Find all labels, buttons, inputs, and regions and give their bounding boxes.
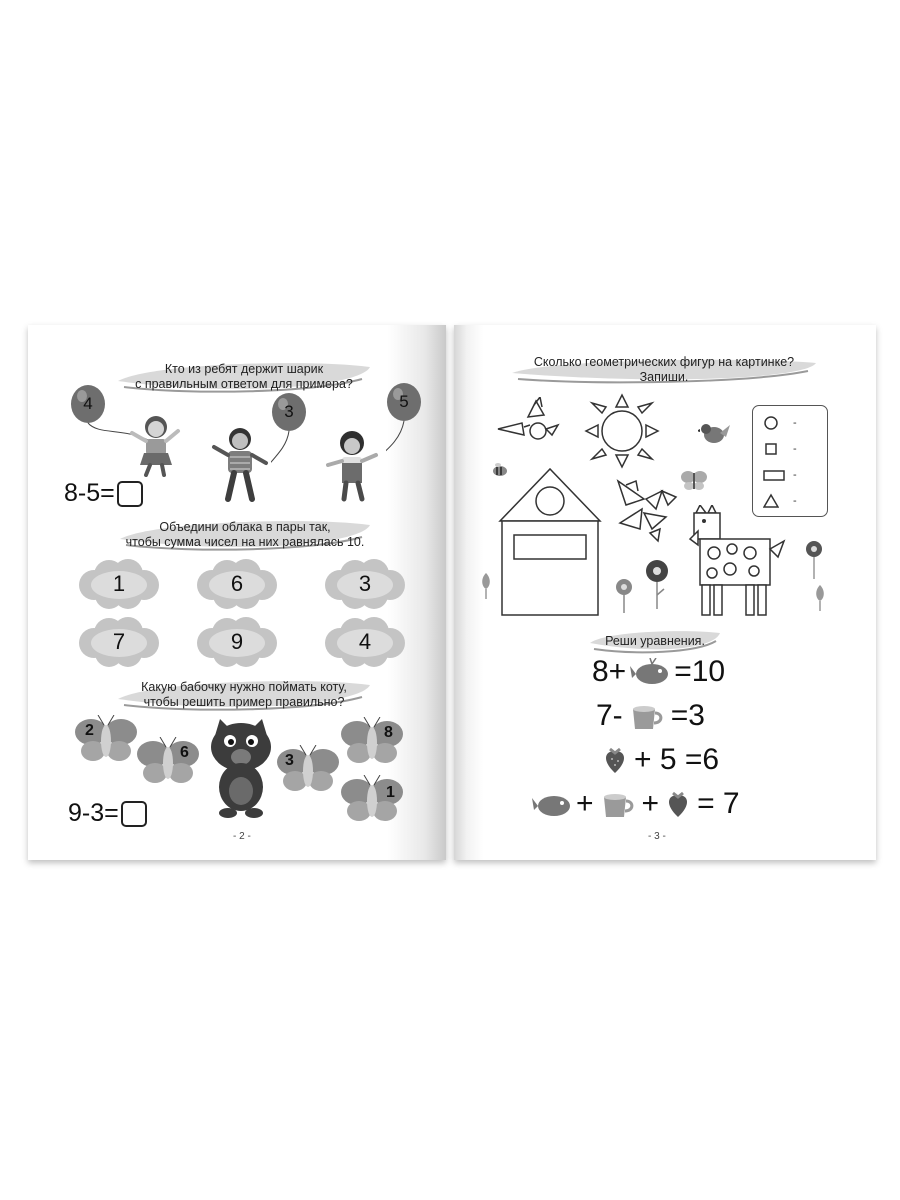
task-banner-equations [586, 627, 724, 655]
task-text-line: с правильным ответом для примера? [135, 377, 353, 391]
horse-drawing [688, 505, 788, 617]
circle-icon [763, 415, 779, 431]
butterfly-icon [74, 715, 138, 765]
equation-part: + [641, 787, 660, 820]
task-text-line: чтобы решить пример правильно? [143, 695, 345, 709]
left-page [28, 325, 446, 860]
equation-text: 9-3= [68, 799, 119, 827]
butterfly-3[interactable] [276, 745, 340, 795]
cloud-3[interactable] [322, 557, 408, 611]
legend-row-circle[interactable] [763, 414, 823, 432]
answer-box[interactable] [121, 801, 147, 827]
task-text-line: Реши уравнения. [605, 633, 705, 648]
legend-dash: - [793, 469, 797, 481]
page-number: - 2 - [233, 831, 251, 842]
equation-part: =3 [670, 699, 705, 732]
equation-part: 8+ [592, 655, 627, 688]
cloud-number: 7 [112, 629, 126, 654]
butterfly-number: 6 [180, 744, 189, 761]
task-text-line: Кто из ребят держит шарик [164, 362, 324, 376]
cup-icon [627, 701, 667, 731]
legend-dash: - [793, 417, 797, 429]
equation-row-1 [592, 655, 725, 689]
cloud-number: 1 [112, 571, 126, 596]
legend-row-rectangle[interactable] [763, 466, 823, 484]
girl-illustration [126, 413, 186, 477]
legend-dash: - [793, 443, 797, 455]
butterfly-number: 3 [285, 752, 294, 769]
task-banner-clouds [114, 515, 376, 555]
cloud-1[interactable] [76, 557, 162, 611]
bow-drawing [616, 479, 680, 545]
balloon-number: 5 [399, 392, 409, 411]
flower-icon [642, 559, 672, 609]
butterfly-number: 2 [85, 722, 94, 739]
leaf-icon [476, 569, 496, 599]
equation-9-3 [68, 799, 147, 828]
strawberry-icon [600, 745, 630, 775]
task-text-line: Объедини облака в пары так, [159, 520, 331, 534]
butterfly-2[interactable] [74, 715, 138, 765]
answer-box[interactable] [117, 481, 143, 507]
girl-illustration [322, 429, 386, 505]
sun-drawing [584, 393, 660, 469]
book-spread [28, 325, 876, 860]
cloud-number: 6 [230, 571, 244, 596]
task-text-line: Какую бабочку нужно поймать коту, [141, 680, 347, 694]
butterfly-number: 1 [386, 784, 395, 801]
butterfly-icon [680, 469, 708, 493]
whale-icon [630, 658, 670, 686]
flower-icon [802, 539, 826, 579]
task-text-line: Сколько геометрических фигур на картинке? Запиши. [533, 355, 795, 384]
balloon-number: 3 [284, 402, 294, 421]
house-drawing [498, 467, 602, 617]
cloud-6[interactable] [194, 557, 280, 611]
leaf-icon [810, 581, 830, 611]
bird-icon [698, 421, 732, 447]
task-banner-shapes [508, 355, 820, 385]
square-icon [763, 441, 779, 457]
cat-illustration [206, 719, 276, 819]
equation-part: = 7 [697, 787, 740, 820]
equation-row-3 [596, 743, 719, 777]
cloud-number: 9 [230, 629, 244, 654]
equation-part: + 5 =6 [634, 743, 720, 776]
butterfly-number: 8 [384, 724, 393, 741]
butterfly-icon [136, 737, 200, 787]
boy-illustration [208, 425, 272, 505]
equation-part: =10 [674, 655, 726, 688]
right-page [454, 325, 876, 860]
task-text-line: чтобы сумма чисел на них равнялась 10. [125, 535, 365, 549]
page-number: - 3 - [648, 831, 666, 842]
equation-row-4 [528, 787, 740, 821]
whale-icon [532, 790, 572, 818]
equation-part: 7- [596, 699, 623, 732]
cloud-9[interactable] [194, 615, 280, 669]
equation-8-5 [64, 479, 143, 508]
equation-row-2 [596, 699, 705, 733]
balloon-number: 4 [83, 394, 93, 413]
balloon-5[interactable] [386, 383, 446, 478]
equation-part: + [576, 787, 594, 820]
cloud-number: 3 [358, 571, 372, 596]
cloud-7[interactable] [76, 615, 162, 669]
butterfly-8[interactable] [340, 717, 404, 767]
legend-row-square[interactable] [763, 440, 823, 458]
rectangle-icon [763, 467, 785, 483]
task-banner-balloons [112, 357, 376, 397]
cloud-4[interactable] [322, 615, 408, 669]
task-banner-butterflies [112, 675, 376, 715]
equation-text: 8-5= [64, 479, 115, 507]
butterfly-6[interactable] [136, 737, 200, 787]
legend-dash: - [793, 495, 797, 507]
shape-count-legend [752, 405, 828, 517]
butterfly-1[interactable] [340, 775, 404, 825]
strawberry-icon [663, 789, 693, 819]
butterfly-icon [340, 717, 404, 767]
cup-icon [598, 789, 638, 819]
cloud-number: 4 [358, 629, 372, 654]
flower-icon [612, 577, 636, 613]
bird-drawing [496, 397, 560, 447]
